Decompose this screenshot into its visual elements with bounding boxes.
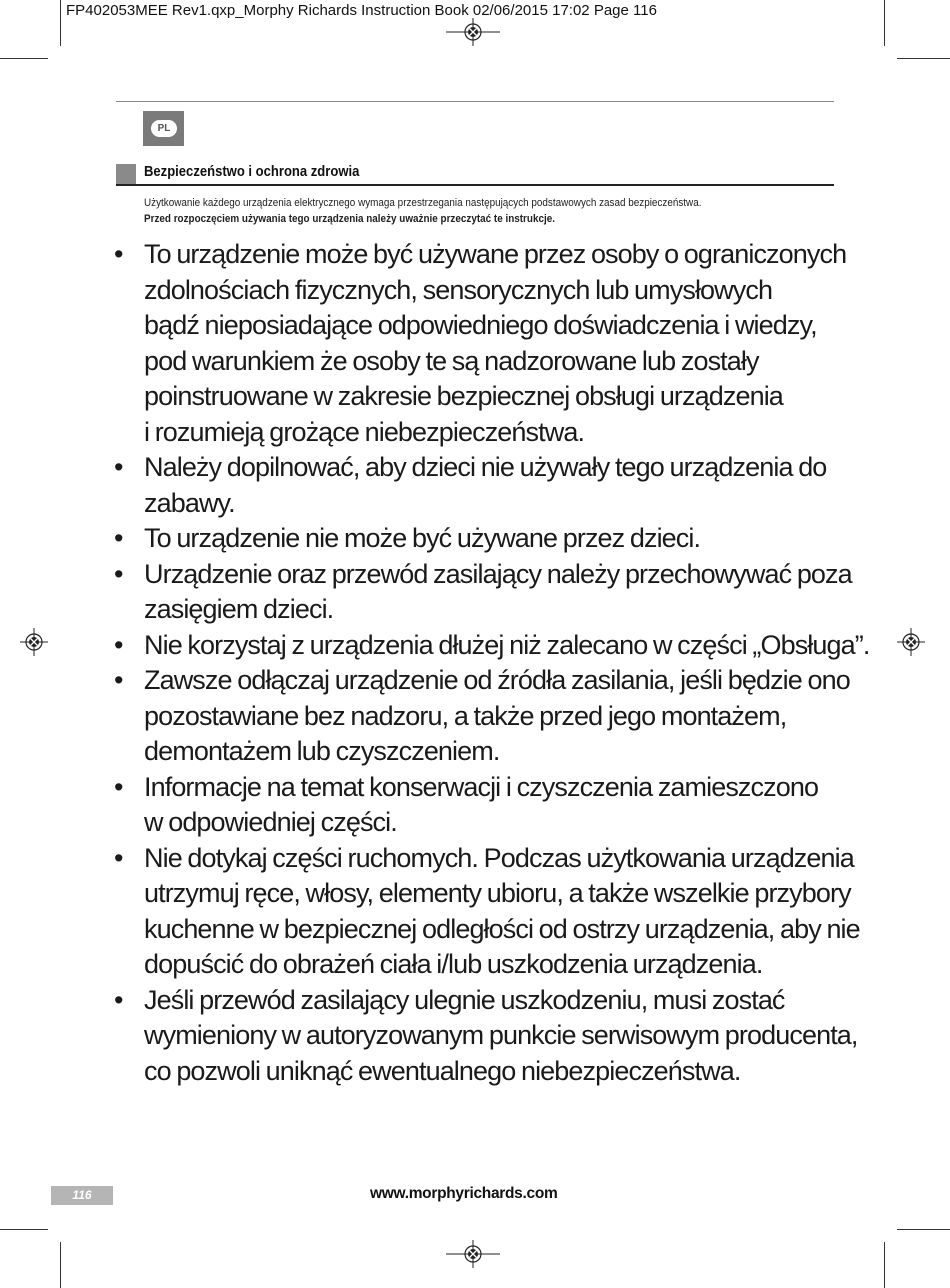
section-rule xyxy=(116,184,834,186)
list-item-line: • Należy dopilnować, aby dzieci nie używały tego urządzenia do xyxy=(144,452,827,482)
print-slug: FP402053MEE Rev1.qxp_Morphy Richards Instruction Book 02/06/2015 17:02 Page 116 xyxy=(66,2,657,19)
list-item-line: dopuścić do obrażeń ciała i/lub uszkodzenia urządzenia. xyxy=(144,949,763,979)
registration-mark-icon xyxy=(20,628,48,656)
list-item-line: poinstruowane w zakresie bezpiecznej obsługi urządzenia xyxy=(144,381,783,411)
header-rule xyxy=(116,101,834,102)
section-intro xyxy=(144,195,701,227)
list-item xyxy=(116,628,870,664)
list-item xyxy=(116,557,852,628)
list-item-line: • Jeśli przewód zasilający ulegnie uszkodzeniu, musi zostać xyxy=(144,984,785,1015)
language-code: PL xyxy=(151,120,177,137)
crop-mark xyxy=(884,0,885,46)
list-item-line: • Nie korzystaj z urządzenia dłużej niż zalecano w części „Obsługa”. xyxy=(144,629,870,660)
registration-mark-icon xyxy=(897,628,925,656)
list-item xyxy=(116,841,860,983)
crop-mark xyxy=(0,58,48,59)
intro-warning: Przed rozpoczęciem używania tego urządzenia należy uważnie przeczytać te instrukcje. xyxy=(144,213,555,225)
list-item-line: • Zawsze odłączaj urządzenie od źródła zasilania, jeśli będzie ono xyxy=(144,665,850,695)
intro-text: Użytkowanie każdego urządzenia elektrycznego wymaga przestrzegania następujących podstawowych zasad bezpieczeństwa. xyxy=(144,197,702,209)
list-item-line: kuchenne w bezpiecznej odległości od ostrzy urządzenia, aby nie xyxy=(144,913,860,944)
list-item-line: • Informacje na temat konserwacji i czyszczenia zamieszczono xyxy=(144,771,819,802)
website-link[interactable]: www.morphyrichards.com xyxy=(370,1185,558,1202)
list-item-line: pozostawiane bez nadzoru, a także przed jego montażem, xyxy=(144,700,787,731)
list-item-line: zabawy. xyxy=(144,487,235,518)
list-item xyxy=(116,663,850,770)
safety-list xyxy=(116,237,870,1089)
list-item-line: bądź nieposiadające odpowiedniego doświadczenia i wiedzy, xyxy=(144,310,817,340)
list-item-line: • To urządzenie może być używane przez osoby o ograniczonych xyxy=(144,239,847,269)
crop-mark xyxy=(897,1229,950,1230)
list-item-line: • Nie dotykaj części ruchomych. Podczas użytkowania urządzenia xyxy=(144,842,854,873)
crop-mark xyxy=(0,1229,48,1230)
section-marker xyxy=(116,164,136,184)
section-title: Bezpieczeństwo i ochrona zdrowia xyxy=(144,164,360,180)
list-item xyxy=(116,770,836,841)
page-number: 116 xyxy=(72,1188,92,1202)
list-item-line: • Urządzenie oraz przewód zasilający należy przechowywać poza xyxy=(144,558,852,589)
list-item-line: w odpowiedniej części. xyxy=(144,807,397,837)
crop-mark xyxy=(60,1242,61,1288)
list-item-line: i rozumieją grożące niebezpieczeństwa. xyxy=(144,416,585,447)
list-item-line: zasięgiem dzieci. xyxy=(144,594,334,624)
list-item-line: demontażem lub czyszczeniem. xyxy=(144,736,500,766)
list-item-line: • To urządzenie nie może być używane przez dzieci. xyxy=(144,523,701,553)
crop-mark xyxy=(60,0,61,46)
page-number-box xyxy=(51,1186,113,1205)
list-item-line: wymieniony w autoryzowanym punkcie serwisowym producenta, xyxy=(144,1020,858,1050)
registration-mark-icon xyxy=(446,1240,500,1268)
crop-mark xyxy=(897,58,950,59)
language-badge xyxy=(143,111,184,146)
list-item xyxy=(116,450,836,521)
registration-mark-icon xyxy=(446,18,500,46)
list-item-line: zdolnościach fizycznych, sensorycznych lub umysłowych xyxy=(144,274,773,305)
list-item xyxy=(116,521,836,557)
crop-mark xyxy=(884,1242,885,1288)
list-item-line: utrzymuj ręce, włosy, elementy ubioru, a także wszelkie przybory xyxy=(144,878,851,908)
list-item-line: co pozwoli uniknąć ewentualnego niebezpieczeństwa. xyxy=(144,1055,741,1086)
list-item xyxy=(116,237,847,450)
list-item xyxy=(116,983,858,1090)
list-item-line: pod warunkiem że osoby te są nadzorowane lub zostały xyxy=(144,345,759,376)
